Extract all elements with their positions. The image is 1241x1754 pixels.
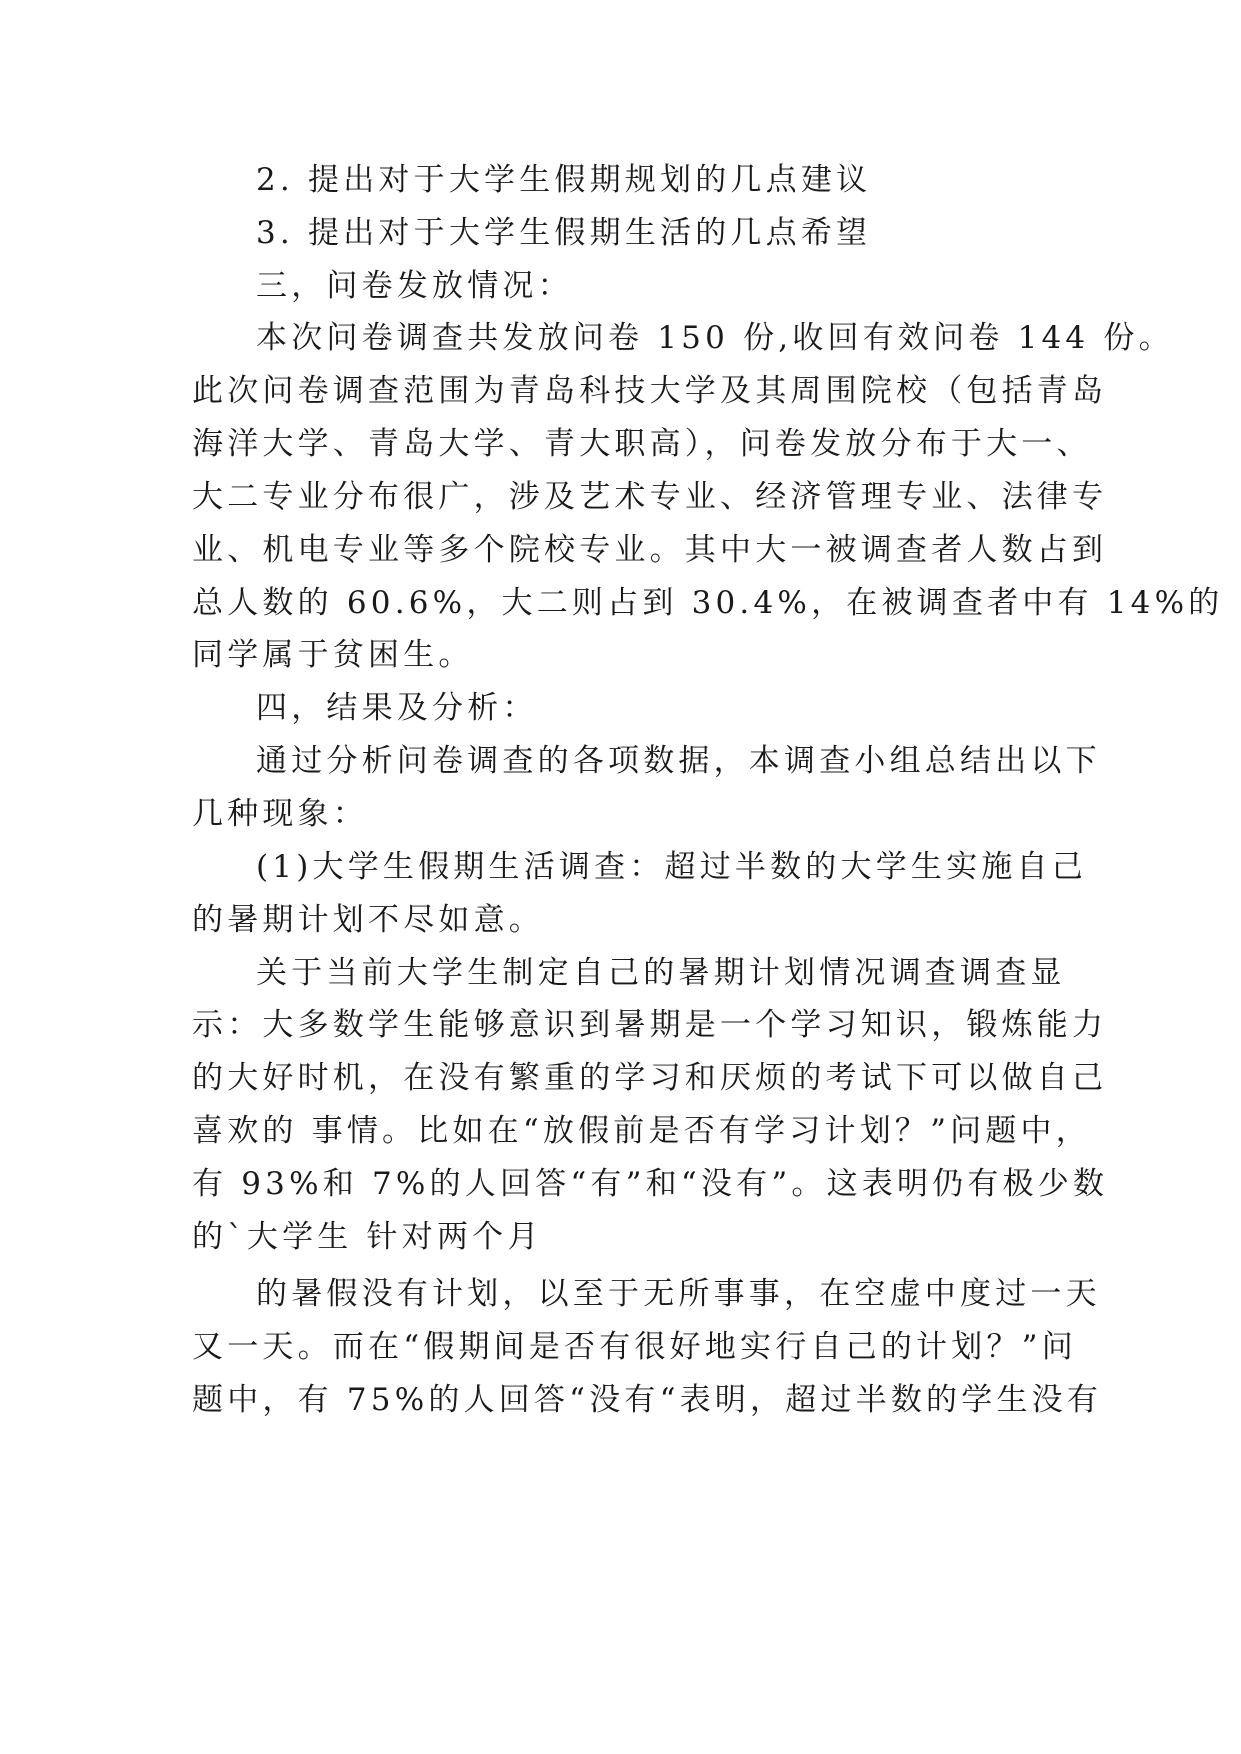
text-line: 几种现象： bbox=[192, 796, 368, 832]
text-line: 有 93%和 7%的人回答“有”和“没有”。这表明仍有极少数 bbox=[192, 1166, 1109, 1202]
text-line: 示：大多数学生能够意识到暑期是一个学习知识，锻炼能力 bbox=[192, 1007, 1108, 1043]
text-line: 大二专业分布很广，涉及艺术专业、经济管理专业、法律专 bbox=[192, 479, 1108, 515]
text-line: 通过分析问卷调查的各项数据，本调查小组总结出以下 bbox=[256, 743, 1101, 779]
text-line: 此次问卷调查范围为青岛科技大学及其周围院校（包括青岛 bbox=[192, 373, 1108, 409]
text-line: (1)大学生假期生活调查：超过半数的大学生实施自己 bbox=[256, 849, 1087, 885]
text-line: 总人数的 60.6%，大二则占到 30.4%，在被调查者中有 14%的 bbox=[192, 585, 1224, 621]
section-heading: 三，问卷发放情况： bbox=[256, 268, 573, 304]
text-line: 关于当前大学生制定自己的暑期计划情况调查调查显 bbox=[256, 955, 1066, 991]
text-line: 又一天。而在“假期间是否有很好地实行自己的计划？”问 bbox=[192, 1329, 1077, 1365]
section-heading: 四，结果及分析： bbox=[256, 690, 538, 726]
text-line: 2. 提出对于大学生假期规划的几点建议 bbox=[256, 162, 872, 198]
text-line: 3. 提出对于大学生假期生活的几点希望 bbox=[256, 215, 872, 251]
text-line: 喜欢的 事情。比如在“放假前是否有学习计划？”问题中， bbox=[192, 1113, 1091, 1149]
text-line: 的`大学生 针对两个月 bbox=[192, 1219, 543, 1255]
text-line: 题中，有 75%的人回答“没有“表明，超过半数的学生没有 bbox=[192, 1382, 1103, 1418]
text-line: 业、机电专业等多个院校专业。其中大一被调查者人数占到 bbox=[192, 532, 1108, 568]
text-line: 同学属于贫困生。 bbox=[192, 637, 474, 673]
text-line: 的暑期计划不尽如意。 bbox=[192, 902, 544, 938]
text-line: 的暑假没有计划，以至于无所事事，在空虚中度过一天 bbox=[256, 1276, 1101, 1312]
text-line: 本次问卷调查共发放问卷 150 份,收回有效问卷 144 份。 bbox=[256, 320, 1174, 356]
text-line: 的大好时机，在没有繁重的学习和厌烦的考试下可以做自己 bbox=[192, 1060, 1108, 1096]
text-line: 海洋大学、青岛大学、青大职高），问卷发放分布于大一、 bbox=[192, 426, 1092, 462]
